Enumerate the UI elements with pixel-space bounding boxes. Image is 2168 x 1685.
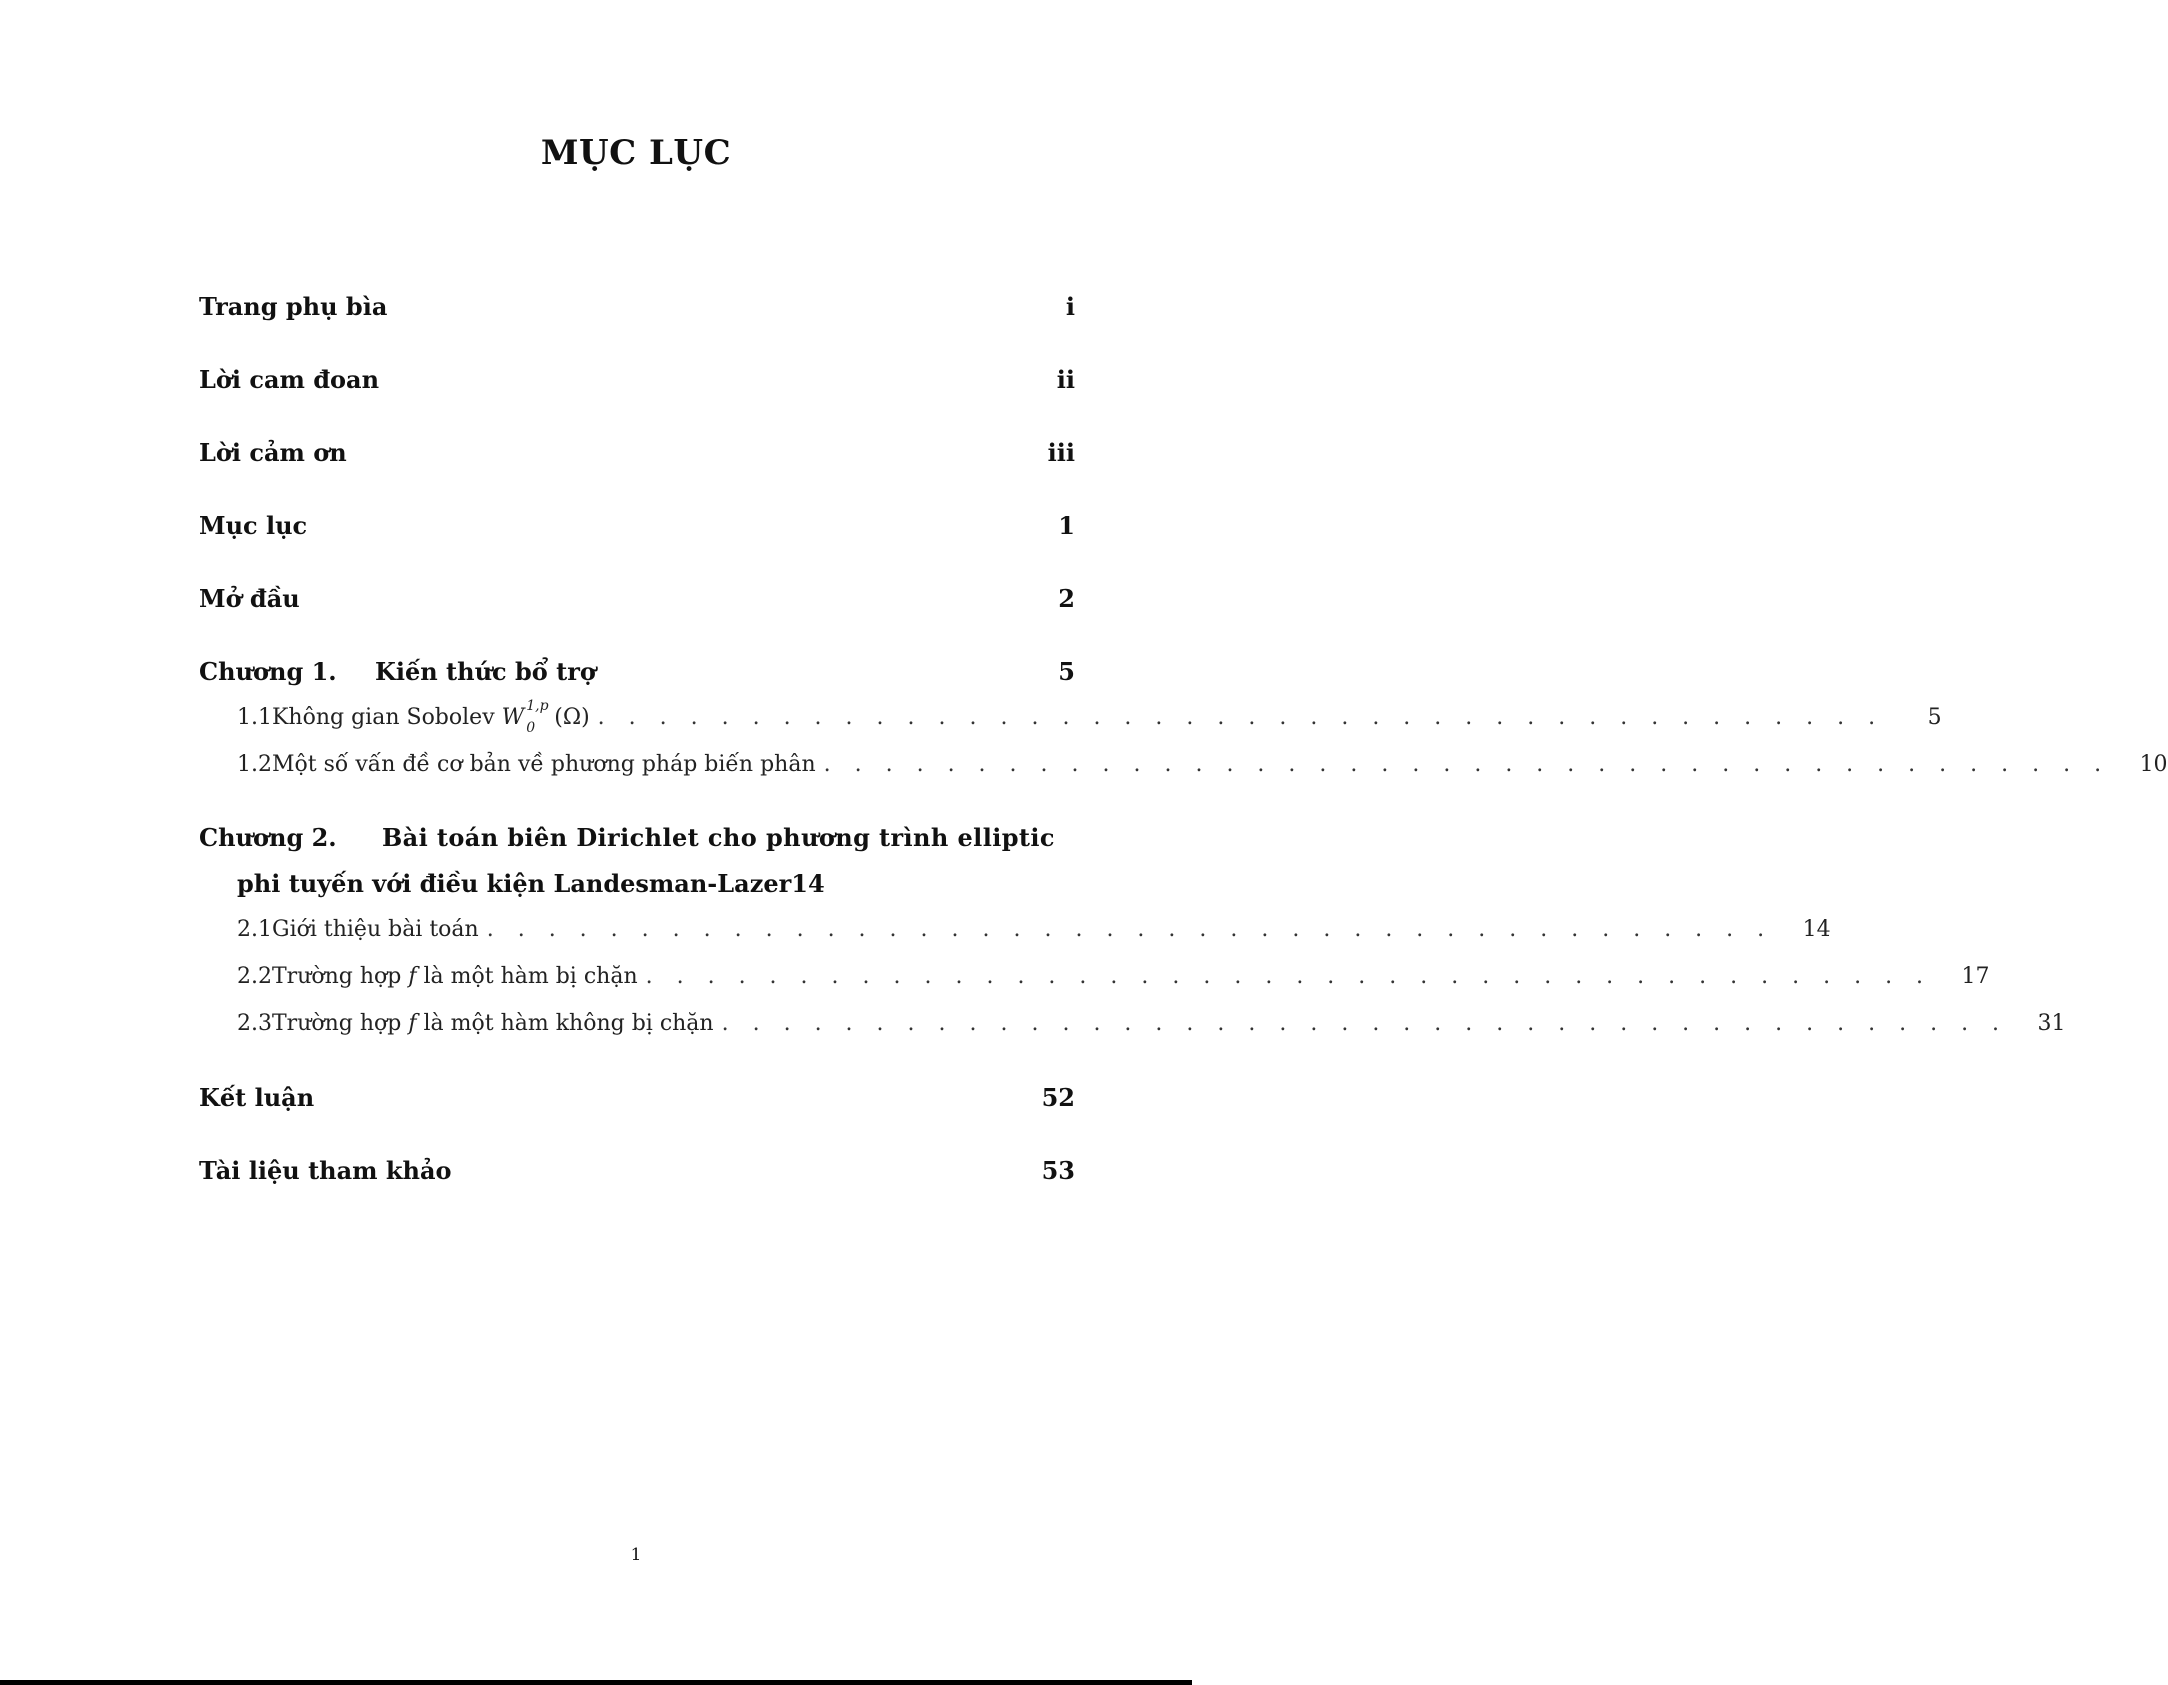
toc-page-number: 14 — [791, 869, 825, 898]
section-number: 2.2 — [237, 964, 272, 989]
toc-entry-label: Tài liệu tham khảo — [199, 1156, 452, 1185]
chapter-title-line-1: Bài toán biên Dirichlet cho phương trình elliptic — [382, 823, 1055, 852]
dot-leader: . . . . . . . . . . . . . . . . . . . . . . . . . . . . . . . . . . . . . . . . . . — [597, 705, 1884, 730]
toc-page-number: 52 — [1041, 1083, 1075, 1112]
toc-page-number: 53 — [1041, 1156, 1075, 1185]
toc-entry-section-1-2[interactable] — [199, 752, 2168, 786]
chapter-number: Chương 2. — [199, 823, 337, 852]
toc-entry-label: Mục lục — [199, 511, 308, 540]
toc-entry-acknowledgements[interactable] — [199, 438, 1075, 472]
toc-entry-cover-page[interactable] — [199, 292, 1075, 326]
toc-entry-label: Lời cam đoan — [199, 365, 380, 394]
function-symbol: f — [408, 964, 417, 989]
chapter-title: Kiến thức bổ trợ — [375, 657, 596, 686]
toc-page-number: 14 — [1802, 917, 1831, 942]
section-title: Một số vấn đề cơ bản về phương pháp biến phân — [272, 752, 816, 777]
toc-entry-section-1-1[interactable] — [199, 698, 1942, 739]
toc-page-number: iii — [1047, 438, 1075, 467]
chapter-title-line-2: phi tuyến với điều kiện Landesman-Lazer — [237, 869, 792, 898]
section-title: Giới thiệu bài toán — [272, 917, 479, 942]
toc-page-number: 5 — [1927, 705, 1942, 730]
section-title: Không gian Sobolev W 1,p 0 (Ω) — [272, 698, 590, 736]
toc-page-number: 10 — [2139, 752, 2168, 777]
toc-entry-label: Lời cảm ơn — [199, 438, 347, 467]
toc-entry-chapter-1[interactable] — [199, 657, 1075, 691]
dot-leader: . . . . . . . . . . . . . . . . . . . . . . . . . . . . . . . . . . . . . . . . . . — [721, 1011, 2008, 1036]
dot-leader: . . . . . . . . . . . . . . . . . . . . . . . . . . . . . . . . . . . . . . . . . . — [823, 752, 2110, 777]
section-number: 2.1 — [237, 917, 272, 942]
toc-entry-label: Trang phụ bìa — [199, 292, 388, 321]
toc-entry-chapter-2-line-1[interactable] — [199, 823, 1075, 852]
toc-page-number: 17 — [1961, 964, 1990, 989]
toc-entry-chapter-2-line-2[interactable] — [237, 869, 1075, 898]
toc-entry-declaration[interactable] — [199, 365, 1075, 399]
toc-entry-references[interactable] — [199, 1156, 1075, 1190]
toc-entry-label: Kết luận — [199, 1083, 315, 1112]
page-title: MỤC LỤC — [540, 133, 732, 173]
toc-entry-section-2-2[interactable] — [199, 964, 1990, 998]
toc-page-number: 1 — [1058, 511, 1075, 540]
toc-entry-label: Mở đầu — [199, 584, 300, 613]
sobolev-space-symbol: W 1,p 0 — [501, 698, 549, 736]
toc-entry-conclusion[interactable] — [199, 1083, 1075, 1117]
function-symbol: f — [408, 1011, 417, 1036]
section-number: 1.2 — [237, 752, 272, 777]
section-number: 2.3 — [237, 1011, 272, 1036]
chapter-number: Chương 1. — [199, 657, 337, 686]
dot-leader: . . . . . . . . . . . . . . . . . . . . . . . . . . . . . . . . . . . . . . . . . . — [486, 917, 1773, 942]
toc-page-number: 5 — [1058, 657, 1075, 686]
section-title: Trường hợp f là một hàm bị chặn — [272, 964, 638, 989]
footer-page-number: 1 — [630, 1545, 642, 1565]
toc-page-number: ii — [1056, 365, 1075, 394]
bottom-border — [0, 1680, 1192, 1685]
dot-leader: . . . . . . . . . . . . . . . . . . . . . . . . . . . . . . . . . . . . . . . . . . — [645, 964, 1932, 989]
toc-entry-contents[interactable] — [199, 511, 1075, 545]
toc-entry-section-2-1[interactable] — [199, 917, 1831, 951]
toc-page-number: 2 — [1058, 584, 1075, 613]
toc-entry-section-2-3[interactable] — [199, 1011, 2066, 1045]
toc-page-number: 31 — [2037, 1011, 2066, 1036]
section-number: 1.1 — [237, 705, 272, 730]
toc-entry-introduction[interactable] — [199, 584, 1075, 618]
section-title: Trường hợp f là một hàm không bị chặn — [272, 1011, 714, 1036]
toc-page-number: i — [1065, 292, 1075, 321]
